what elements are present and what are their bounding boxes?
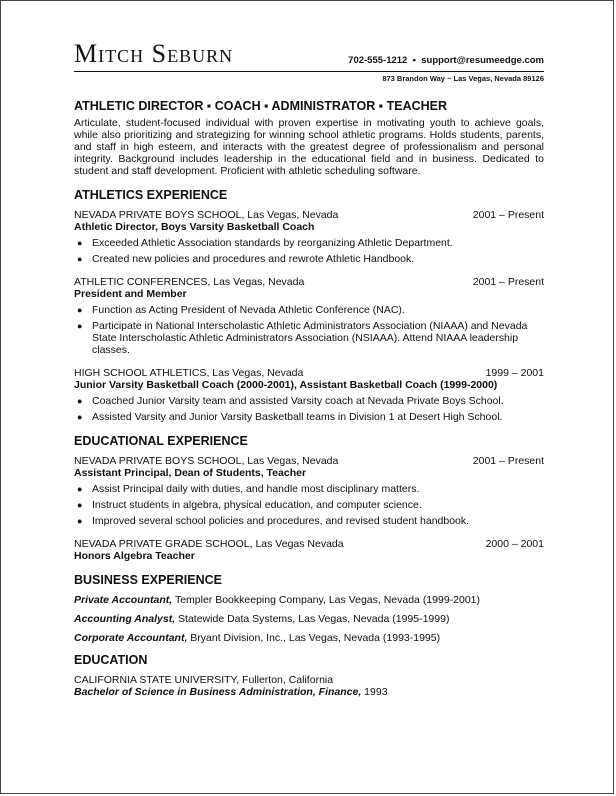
list-item: ● Assist Principal daily with duties, and handle most disciplinary matters. — [77, 483, 420, 495]
athletics-job-1 — [74, 209, 544, 265]
athletics-job-3 — [74, 367, 544, 423]
summary-paragraph: Articulate, student-focused individual with proven expertise in motivating youth to achieve goals, while also prioritizing and strategizing for winning school athletic programs. Holds students, parents, and staff in high esteem, and interacts with the greatest degree of professionalism and personal integrity. Background includes leadership in the educational field and in business. Dedicated to student and staff development. Proficient with athletic scheduling software. — [74, 117, 544, 177]
job-organization: HIGH SCHOOL ATHLETICS, Las Vegas, Nevada — [74, 367, 304, 379]
list-item: ● Created new policies and procedures and rewrote Athletic Handbook. — [77, 253, 415, 265]
contact-separator: • — [412, 55, 416, 66]
candidate-name: Mitch Seburn — [74, 39, 234, 68]
business-role: Accounting Analyst, — [74, 613, 176, 625]
job-dates: 2001 – Present — [472, 276, 544, 288]
list-item: ● Function as Acting President of Nevada Athletic Conference (NAC). — [77, 304, 405, 316]
job-organization: NEVADA PRIVATE GRADE SCHOOL, Las Vegas Nevada — [74, 538, 344, 550]
education-degree-line — [74, 686, 544, 698]
business-role: Private Accountant, — [74, 594, 173, 606]
educational-job-1 — [74, 455, 544, 527]
business-item — [74, 594, 544, 606]
education-school: CALIFORNIA STATE UNIVERSITY, Fullerton, California — [74, 674, 334, 686]
job-title: Junior Varsity Basketball Coach (2000-2001), Assistant Basketball Coach (1999-2000) — [74, 379, 498, 391]
list-item: ● Coached Junior Varsity team and assisted Varsity coach at Nevada Private Boys School. — [77, 395, 504, 407]
job-organization: NEVADA PRIVATE BOYS SCHOOL, Las Vegas, Nevada — [74, 455, 339, 467]
athletics-section-title: ATHLETICS EXPERIENCE — [74, 188, 228, 202]
job-title: Honors Algebra Teacher — [74, 550, 195, 562]
educational-section-title: EDUCATIONAL EXPERIENCE — [74, 434, 248, 448]
education-section-title: EDUCATION — [74, 653, 148, 667]
business-detail: Templer Bookkeeping Company, Las Vegas, Nevada (1999-2001) — [172, 594, 481, 606]
job-title: Athletic Director, Boys Varsity Basketball Coach — [74, 221, 315, 233]
list-item: ● Participate in National Interscholastic Athletic Administrators Association (NIAAA) and Nevada State Interscholastic Athletic Administrators Association (NSIAAA). Attend NIAAA leadership classes. — [77, 320, 528, 356]
job-bullets — [74, 395, 544, 423]
contact-line — [348, 55, 544, 66]
bullet-icon: ● — [77, 484, 83, 494]
bullet-icon: ● — [77, 238, 83, 248]
mailing-address: 873 Brandon Way ~ Las Vegas, Nevada 89126 — [382, 74, 544, 83]
business-detail: Statewide Data Systems, Las Vegas, Nevada (1995-1999) — [175, 613, 450, 625]
header-rule — [74, 71, 544, 72]
business-role: Corporate Accountant, — [74, 632, 188, 644]
list-item: ● Exceeded Athletic Association standards by reorganizing Athletic Department. — [77, 237, 453, 249]
professional-headline: ATHLETIC DIRECTOR ▪ COACH ▪ ADMINISTRATOR ▪ TEACHER — [74, 99, 448, 113]
job-dates: 2000 – 2001 — [485, 538, 544, 550]
resume-body — [74, 99, 544, 698]
list-item: ● Improved several school policies and procedures, and revised student handbook. — [77, 515, 470, 527]
business-item — [74, 632, 544, 644]
job-title: President and Member — [74, 288, 187, 300]
list-item: ● Instruct students in algebra, physical education, and computer science. — [77, 499, 422, 511]
education-degree: Bachelor of Science in Business Administration, Finance, — [74, 686, 362, 698]
bullet-icon: ● — [77, 305, 83, 315]
job-title: Assistant Principal, Dean of Students, Teacher — [74, 467, 307, 479]
education-year: 1993 — [361, 686, 388, 698]
bullet-icon: ● — [77, 254, 83, 264]
bullet-icon: ● — [77, 500, 83, 510]
athletics-job-2 — [74, 276, 544, 356]
phone-number: 702-555-1212 — [348, 55, 408, 66]
list-item: ● Assisted Varsity and Junior Varsity Basketball teams in Division 1 at Desert High School. — [77, 411, 503, 423]
business-item — [74, 613, 544, 625]
job-bullets — [74, 483, 544, 527]
job-dates: 2001 – Present — [472, 209, 544, 221]
job-organization: ATHLETIC CONFERENCES, Las Vegas, Nevada — [74, 276, 305, 288]
job-bullets — [74, 237, 544, 265]
job-dates: 2001 – Present — [472, 455, 544, 467]
job-bullets — [74, 304, 544, 356]
business-detail: Bryant Division, Inc., Las Vegas, Nevada (1993-1995) — [187, 632, 441, 644]
job-organization: NEVADA PRIVATE BOYS SCHOOL, Las Vegas, Nevada — [74, 209, 339, 221]
bullet-icon: ● — [77, 412, 83, 422]
job-dates: 1999 – 2001 — [485, 367, 544, 379]
bullet-icon: ● — [77, 516, 83, 526]
business-section-title: BUSINESS EXPERIENCE — [74, 573, 222, 587]
educational-job-2 — [74, 538, 544, 562]
resume-header — [74, 39, 544, 89]
bullet-icon: ● — [77, 396, 83, 406]
bullet-icon: ● — [77, 321, 83, 331]
email-address: support@resumeedge.com — [421, 55, 544, 66]
